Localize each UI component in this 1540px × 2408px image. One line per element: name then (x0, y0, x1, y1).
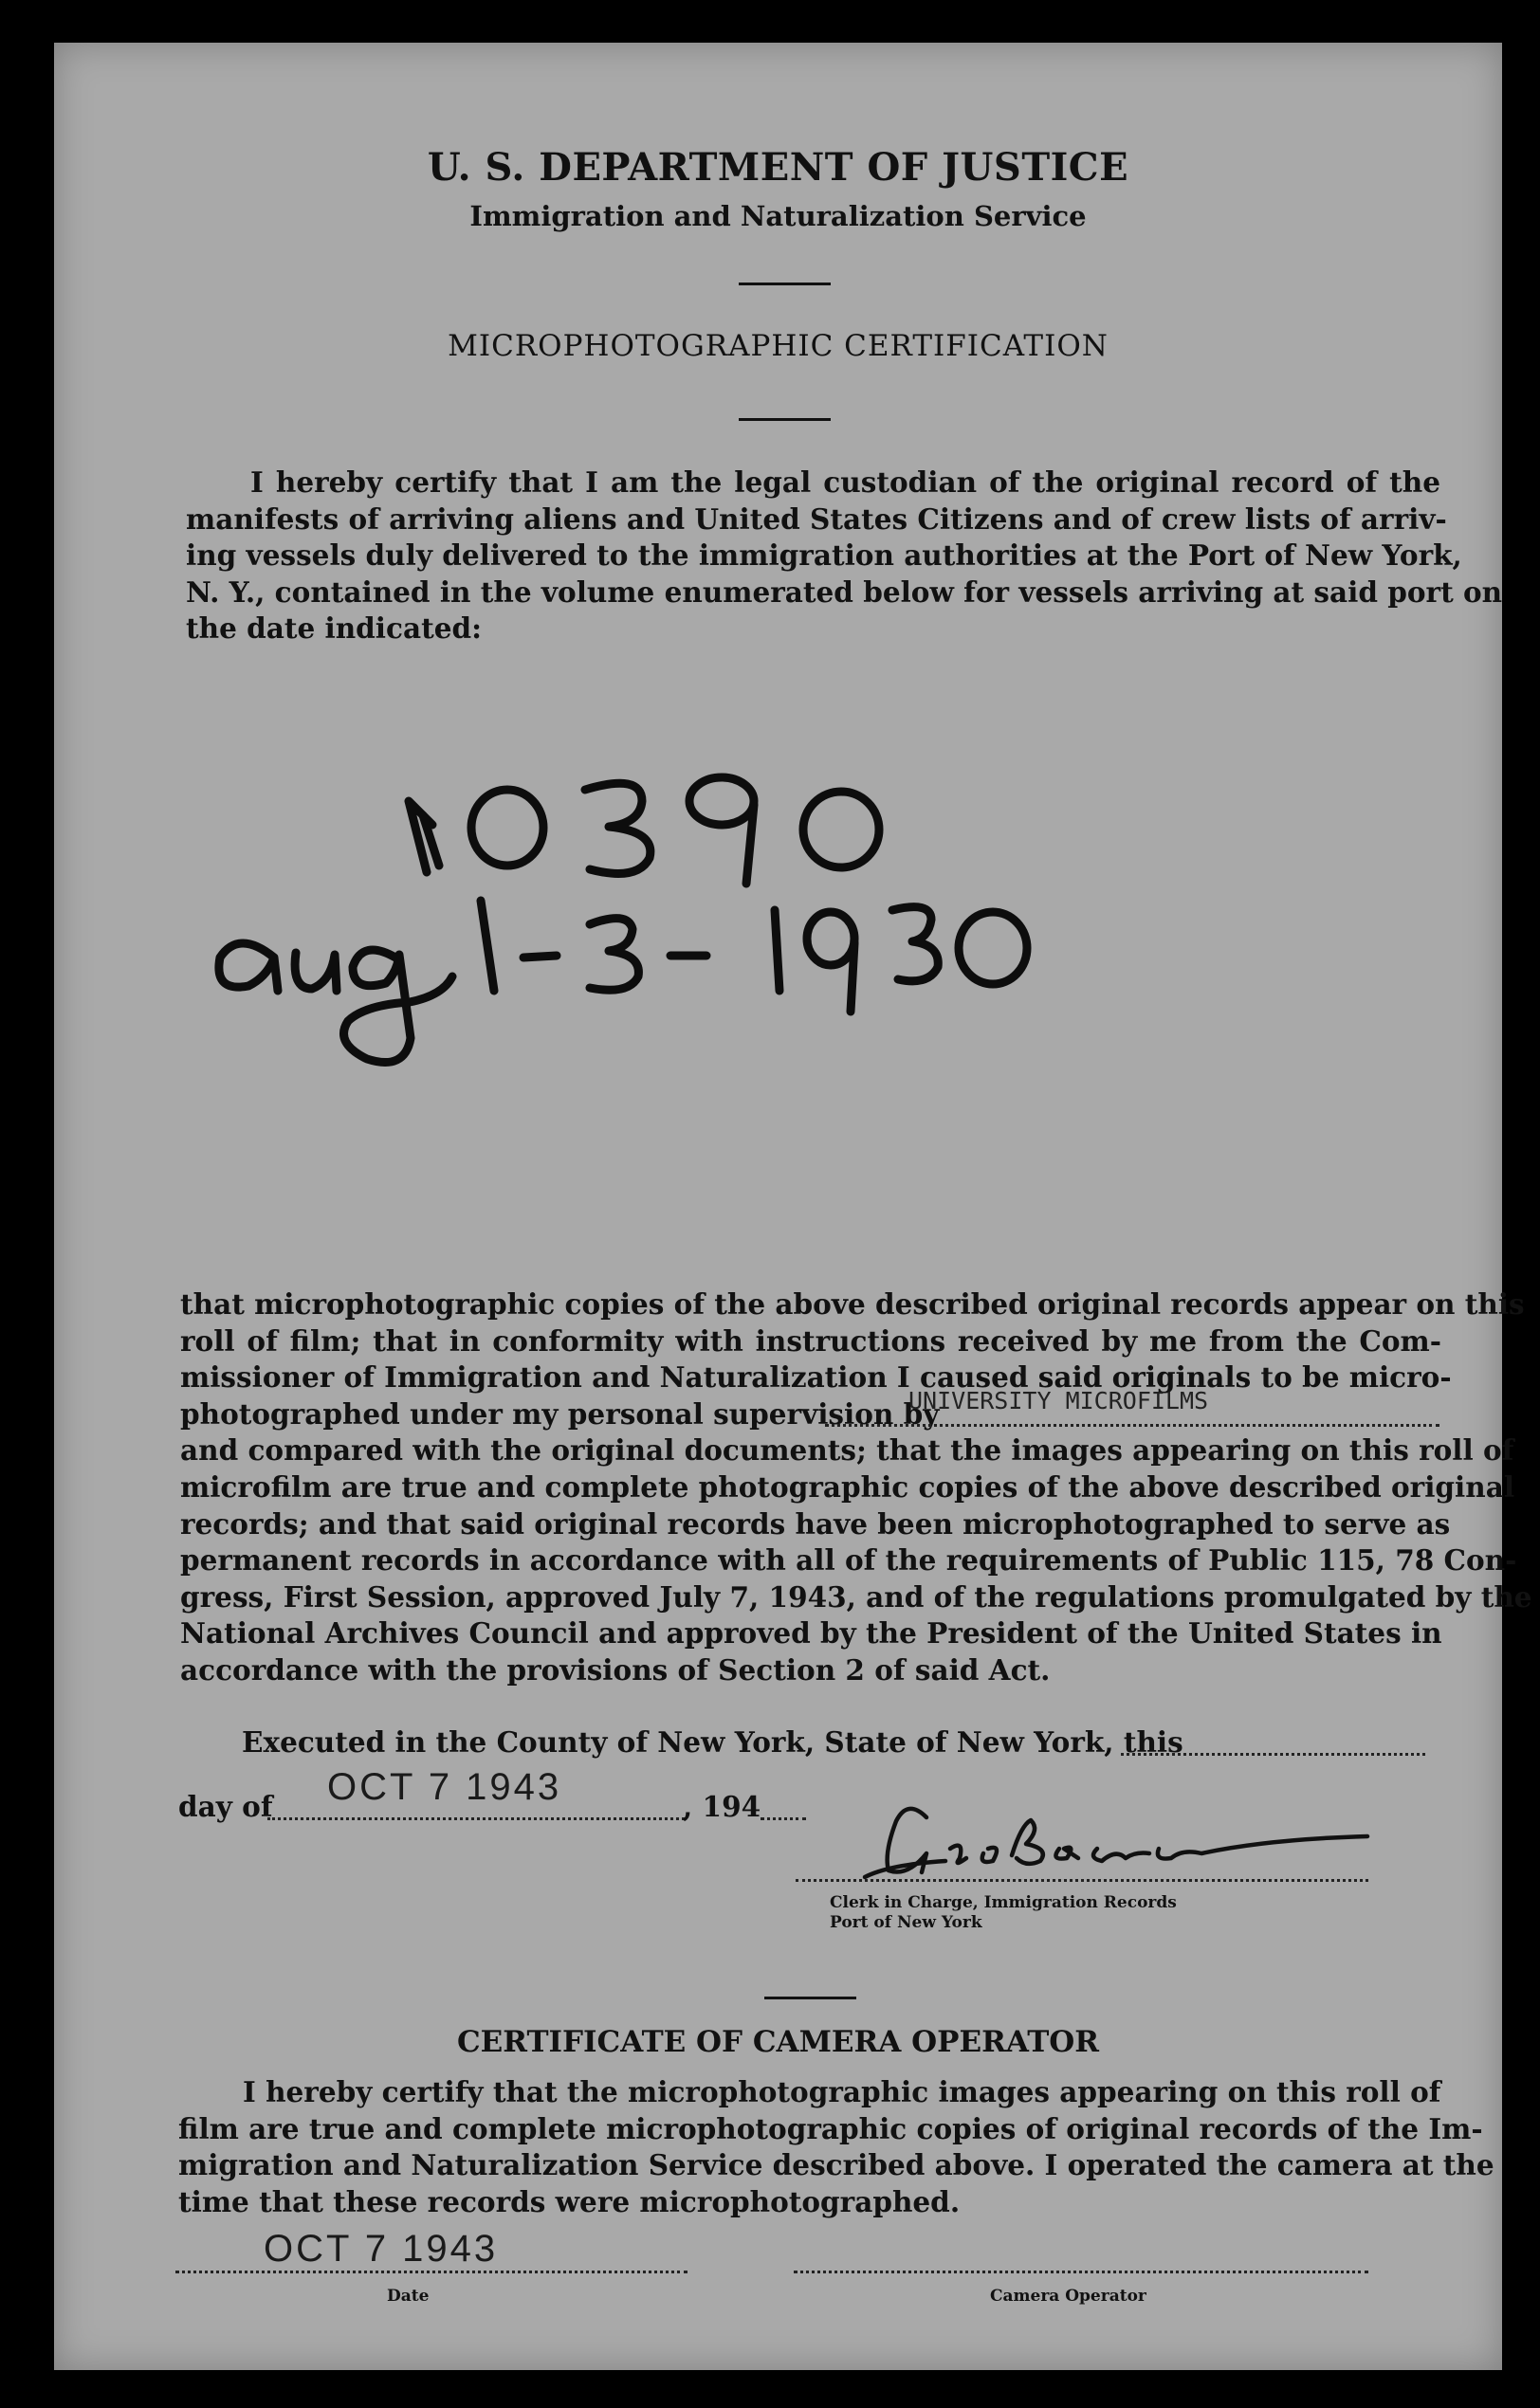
body-line: and compared with the original documents; that the images appearing on this roll of (180, 1433, 1514, 1468)
day-of-label: day of (178, 1790, 273, 1823)
body-line: that microphotographic copies of the above described original records appear on this (180, 1287, 1525, 1321)
executed-date-stamp: OCT 7 1943 (327, 1766, 562, 1808)
camera-line: film are true and complete microphotographic copies of original records of the Im- (178, 2111, 1483, 2145)
body-line: accordance with the provisions of Section 2 of said Act. (180, 1652, 1051, 1687)
body-line: permanent records in accordance with all of the requirements of Public 115, 78 Con- (180, 1543, 1517, 1578)
intro-line: I hereby certify that I am the legal custodian of the original record of the (250, 465, 1440, 499)
camera-heading: CERTIFICATE OF CAMERA OPERATOR (456, 2025, 1100, 2059)
clerk-port: Port of New York (830, 1913, 982, 1932)
clerk-title: Clerk in Charge, Immigration Records (830, 1893, 1177, 1912)
date-label: Date (387, 2287, 430, 2306)
service-subtitle: Immigration and Naturalization Service (469, 200, 1087, 232)
camera-paragraph (178, 2074, 1494, 2220)
camera-date-stamp: OCT 7 1943 (264, 2228, 499, 2270)
intro-line: ing vessels duly delivered to the immigration authorities at the Port of New York, (186, 538, 1462, 573)
divider (764, 1997, 856, 1999)
photographer-name: UNIVERSITY MICROFILMS (908, 1386, 1209, 1414)
year-prefix: , 194 (683, 1790, 761, 1823)
body-line: records; and that said original records have been microphotographed to serve as (180, 1506, 1451, 1541)
executed-text: Executed in the County of New York, State of New York, this (242, 1725, 1183, 1759)
body-line: missioner of Immigration and Naturalization I caused said originals to be micro- (180, 1360, 1452, 1395)
form-title: MICROPHOTOGRAPHIC CERTIFICATION (448, 329, 1109, 363)
clerk-signature (54, 43, 1532, 2370)
intro-line: the date indicated: (186, 611, 482, 646)
camera-operator-label: Camera Operator (990, 2287, 1146, 2306)
camera-line: migration and Naturalization Service described above. I operated the camera at the (178, 2148, 1494, 2182)
camera-line: I hereby certify that the microphotographic images appearing on this roll of (243, 2075, 1441, 2108)
body-line: roll of film; that in conformity with instructions received by me from the Com- (180, 1323, 1441, 1358)
date-fill-line (175, 2271, 688, 2273)
department-title: U. S. DEPARTMENT OF JUSTICE (427, 145, 1129, 190)
camera-line: time that these records were microphotographed. (178, 2184, 961, 2218)
body-line: National Archives Council and approved by the President of the United States in (180, 1616, 1442, 1651)
certificate-sheet (54, 43, 1532, 2370)
intro-line: N. Y., contained in the volume enumerated below for vessels arriving at said port on (186, 575, 1503, 609)
intro-line: manifests of arriving aliens and United States Citizens and of crew lists of arriv- (186, 502, 1447, 536)
body-line: gress, First Session, approved July 7, 1943, and of the regulations promulgated by the (180, 1579, 1532, 1614)
body-line: microfilm are true and complete photographic copies of the above described original (180, 1469, 1515, 1504)
body-line: photographed under my personal supervision by (180, 1396, 940, 1431)
camera-operator-fill-line (794, 2271, 1368, 2273)
